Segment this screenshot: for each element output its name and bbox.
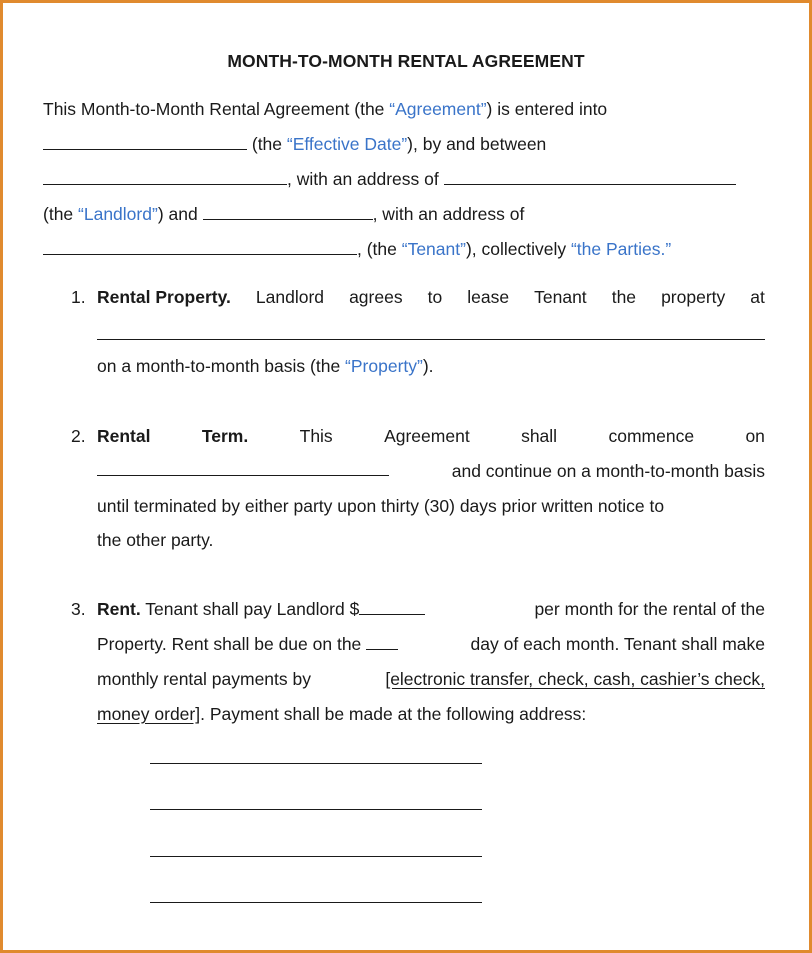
section-2-line-3: until terminated by either party upon thirty (30) days prior written notice to bbox=[97, 496, 665, 516]
property-address-blank[interactable] bbox=[97, 339, 765, 340]
tenant-name-blank[interactable] bbox=[203, 204, 373, 220]
section-text: Property. Rent shall be due on the bbox=[97, 634, 362, 654]
due-day-blank[interactable] bbox=[366, 634, 398, 650]
section-text: per month for the rental of the bbox=[534, 599, 765, 619]
section-3-line-4 bbox=[97, 703, 586, 725]
section-2-heading: Term. bbox=[201, 426, 249, 446]
section-3-line-2 bbox=[97, 633, 765, 655]
intro-text: ) is entered into bbox=[486, 99, 608, 119]
word: on bbox=[745, 426, 765, 446]
document bbox=[3, 3, 809, 950]
intro-text: (the bbox=[247, 134, 287, 154]
section-2-line-2 bbox=[97, 460, 765, 482]
word: agrees bbox=[349, 287, 403, 307]
word: shall bbox=[521, 426, 558, 446]
word: at bbox=[750, 287, 765, 307]
word: lease bbox=[467, 287, 510, 307]
document-title: MONTH-TO-MONTH RENTAL AGREEMENT bbox=[227, 51, 585, 71]
commencement-date-blank[interactable] bbox=[97, 460, 389, 476]
section-1-heading: Rental Property. bbox=[97, 287, 231, 307]
word: to bbox=[427, 287, 443, 307]
intro-line-4 bbox=[43, 203, 524, 225]
word: Agreement bbox=[384, 426, 470, 446]
section-text: . Payment shall be made at the following address: bbox=[200, 704, 587, 724]
intro-line-1 bbox=[43, 98, 607, 120]
word: This bbox=[299, 426, 333, 446]
section-2-number: 2. bbox=[71, 426, 86, 446]
effective-date-term: “Effective Date” bbox=[286, 134, 408, 154]
intro-text: ), collectively bbox=[465, 239, 571, 259]
payment-address-line-1[interactable] bbox=[150, 763, 482, 764]
word: commence bbox=[608, 426, 695, 446]
word: Landlord bbox=[255, 287, 325, 307]
intro-text: (the bbox=[43, 204, 79, 224]
section-2-heading: Rental bbox=[97, 426, 151, 446]
intro-line-3 bbox=[43, 168, 736, 190]
section-1-line-3 bbox=[97, 355, 434, 377]
agreement-term: “Agreement” bbox=[389, 99, 487, 119]
section-1-line-1 bbox=[97, 286, 765, 308]
section-2-line-4: the other party. bbox=[97, 530, 214, 550]
landlord-name-blank[interactable] bbox=[43, 169, 287, 185]
word: property bbox=[661, 287, 726, 307]
intro-text: ) and bbox=[157, 204, 198, 224]
property-term: “Property” bbox=[345, 356, 423, 376]
section-3-heading: Rent. bbox=[97, 599, 141, 619]
section-text: ). bbox=[422, 356, 434, 376]
rent-amount-blank[interactable] bbox=[359, 599, 425, 615]
intro-text: , with an address of bbox=[372, 204, 525, 224]
section-3-line-1 bbox=[97, 598, 765, 620]
landlord-term: “Landlord” bbox=[78, 204, 158, 224]
effective-date-blank[interactable] bbox=[43, 134, 247, 150]
intro-text: , with an address of bbox=[287, 169, 439, 189]
intro-text: ), by and between bbox=[407, 134, 547, 154]
word: Tenant bbox=[534, 287, 587, 307]
section-text: Tenant shall pay Landlord $ bbox=[145, 599, 360, 619]
intro-text: , (the bbox=[357, 239, 402, 259]
payment-methods: money order] bbox=[97, 704, 201, 724]
section-text: monthly rental payments by bbox=[97, 669, 311, 689]
section-2-line-1 bbox=[97, 425, 765, 447]
word: the bbox=[611, 287, 637, 307]
intro-text: This Month-to-Month Rental Agreement (the bbox=[43, 99, 390, 119]
tenant-term: “Tenant” bbox=[401, 239, 466, 259]
section-3-line-3 bbox=[97, 668, 765, 690]
payment-methods: [electronic transfer, check, cash, cashier’s check, bbox=[385, 669, 765, 689]
tenant-address-blank[interactable] bbox=[43, 239, 357, 255]
section-3-number: 3. bbox=[71, 599, 86, 619]
payment-address-line-3[interactable] bbox=[150, 856, 482, 857]
landlord-address-blank[interactable] bbox=[444, 169, 736, 185]
intro-line-5 bbox=[43, 238, 671, 260]
section-text: day of each month. Tenant shall make bbox=[470, 634, 765, 654]
payment-address-line-2[interactable] bbox=[150, 809, 482, 810]
section-text: and continue on a month-to-month basis bbox=[451, 461, 765, 481]
parties-term: “the Parties.” bbox=[570, 239, 672, 259]
intro-line-2 bbox=[43, 133, 546, 155]
section-1-number: 1. bbox=[71, 287, 86, 307]
payment-address-line-4[interactable] bbox=[150, 902, 482, 903]
section-text: on a month-to-month basis (the bbox=[97, 356, 346, 376]
